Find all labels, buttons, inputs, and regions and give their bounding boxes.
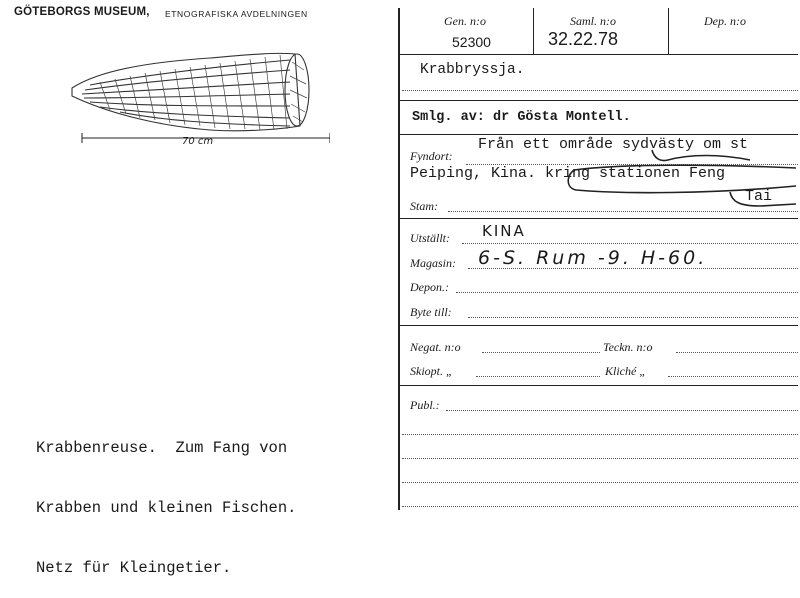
- header-divider-1: [533, 8, 534, 54]
- fyndort-label: Fyndort:: [410, 149, 453, 163]
- stam-rule: [400, 218, 798, 219]
- donor: Smlg. av: dr Gösta Montell.: [412, 110, 631, 125]
- description-line: Krabben und kleinen Fischen.: [36, 499, 297, 517]
- cliche-label: Kliché „: [605, 364, 646, 378]
- fyndort-line-1: Från ett område sydvästy om st: [478, 136, 749, 153]
- saml-value: 32.22.78: [548, 29, 619, 49]
- negat-label: Negat. n:o: [410, 340, 461, 354]
- magasin-label: Magasin:: [410, 256, 456, 270]
- utstallt-value: KINA: [482, 222, 526, 240]
- skiopt-rule: [400, 385, 798, 386]
- museum-name: GÖTEBORGS MUSEUM,: [14, 6, 150, 18]
- description-line: Krabbenreuse. Zum Fang von: [36, 439, 288, 457]
- card-left-border: [398, 8, 400, 510]
- byte-rule: [400, 325, 798, 326]
- name-rule: [400, 100, 798, 101]
- publ-label: Publ.:: [410, 398, 440, 412]
- gen-value: 52300: [452, 34, 491, 50]
- skiopt-label: Skiopt. „: [410, 364, 453, 378]
- utstallt-label: Utställt:: [410, 231, 451, 245]
- gen-label: Gen. n:o: [444, 14, 486, 28]
- donor-rule: [400, 134, 798, 135]
- object-name: Krabbryssja.: [420, 62, 525, 78]
- scale-label: 70 cm: [182, 136, 214, 147]
- teckn-label: Teckn. n:o: [603, 340, 653, 354]
- description-line: Netz für Kleingetier.: [36, 559, 232, 577]
- header-rule: [400, 54, 798, 55]
- department-name: ETNOGRAFISKA AVDELNINGEN: [165, 9, 308, 19]
- dep-label: Dep. n:o: [704, 14, 746, 28]
- depon-label: Depon.:: [410, 280, 449, 294]
- magasin-value: 6-S. Rum -9. H-60.: [478, 247, 708, 269]
- fyndort-line-2: Peiping, Kina. kring stationen Feng: [410, 165, 726, 182]
- saml-label: Saml. n:o: [570, 14, 616, 28]
- stam-label: Stam:: [410, 199, 438, 213]
- fyndort-line-3: Tai: [745, 188, 773, 205]
- header-divider-2: [668, 8, 669, 54]
- byte-label: Byte till:: [410, 305, 452, 319]
- description: [36, 398, 296, 598]
